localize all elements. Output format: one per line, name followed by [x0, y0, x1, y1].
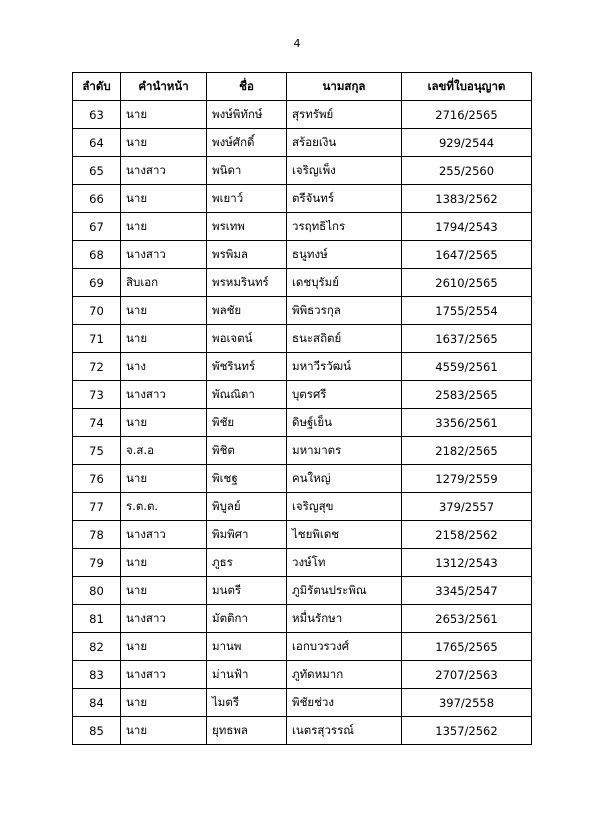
sequence-cell: 85 [73, 717, 121, 745]
license-number-cell: 929/2544 [402, 129, 532, 157]
table-row [73, 185, 532, 213]
last-name-cell: บุตรศรี [287, 381, 402, 409]
table-row [73, 297, 532, 325]
sequence-cell: 84 [73, 689, 121, 717]
sequence-cell: 69 [73, 269, 121, 297]
license-number-cell: 2158/2562 [402, 521, 532, 549]
license-table [72, 72, 532, 745]
table-row [73, 353, 532, 381]
title-cell: นาย [121, 185, 207, 213]
title-cell: นางสาว [121, 381, 207, 409]
last-name-cell: เอกบวรวงศ์ [287, 633, 402, 661]
license-number-cell: 3345/2547 [402, 577, 532, 605]
title-cell: นาย [121, 325, 207, 353]
last-name-cell: วรฤทธิไกร [287, 213, 402, 241]
title-cell: นางสาว [121, 521, 207, 549]
table-row [73, 549, 532, 577]
license-number-cell: 2707/2563 [402, 661, 532, 689]
title-cell: นาย [121, 633, 207, 661]
first-name-cell: พิบูลย์ [207, 493, 287, 521]
title-cell: นางสาว [121, 241, 207, 269]
page-number: 4 [293, 37, 301, 50]
first-name-cell: พเยาว์ [207, 185, 287, 213]
license-number-cell: 1755/2554 [402, 297, 532, 325]
title-cell: นาย [121, 465, 207, 493]
header-last-name: นามสกุล [287, 73, 402, 101]
sequence-cell: 76 [73, 465, 121, 493]
last-name-cell: เดชบุรัมย์ [287, 269, 402, 297]
title-cell: จ.ส.อ [121, 437, 207, 465]
first-name-cell: พรเทพ [207, 213, 287, 241]
table-row [73, 633, 532, 661]
license-number-cell: 1647/2565 [402, 241, 532, 269]
last-name-cell: วงษ์โท [287, 549, 402, 577]
title-cell: นาย [121, 717, 207, 745]
last-name-cell: สร้อยเงิน [287, 129, 402, 157]
license-number-cell: 2610/2565 [402, 269, 532, 297]
first-name-cell: พนิดา [207, 157, 287, 185]
first-name-cell: พงษ์พิทักษ์ [207, 101, 287, 129]
sequence-cell: 72 [73, 353, 121, 381]
first-name-cell: พิชิต [207, 437, 287, 465]
table-row [73, 521, 532, 549]
title-cell: นาย [121, 297, 207, 325]
license-number-cell: 2716/2565 [402, 101, 532, 129]
table-row [73, 577, 532, 605]
last-name-cell: ดิษฐ์เย็น [287, 409, 402, 437]
sequence-cell: 63 [73, 101, 121, 129]
license-number-cell: 2182/2565 [402, 437, 532, 465]
license-number-cell: 1794/2543 [402, 213, 532, 241]
table-row [73, 269, 532, 297]
title-cell: นาย [121, 549, 207, 577]
header-license-number: เลขที่ใบอนุญาต [402, 73, 532, 101]
last-name-cell: สุรทรัพย์ [287, 101, 402, 129]
table-row [73, 717, 532, 745]
last-name-cell: ภูมิรัตนประพิณ [287, 577, 402, 605]
first-name-cell: พรหมรินทร์ [207, 269, 287, 297]
first-name-cell: พิเชฐ [207, 465, 287, 493]
title-cell: นางสาว [121, 661, 207, 689]
table-row [73, 689, 532, 717]
first-name-cell: ม่านฟ้า [207, 661, 287, 689]
sequence-cell: 78 [73, 521, 121, 549]
sequence-cell: 71 [73, 325, 121, 353]
license-number-cell: 3356/2561 [402, 409, 532, 437]
title-cell: ร.ต.ต. [121, 493, 207, 521]
title-cell: นาง [121, 353, 207, 381]
last-name-cell: หมื่นรักษา [287, 605, 402, 633]
title-cell: นางสาว [121, 605, 207, 633]
first-name-cell: พิมพิศา [207, 521, 287, 549]
first-name-cell: พงษ์ศักดิ์ [207, 129, 287, 157]
sequence-cell: 70 [73, 297, 121, 325]
last-name-cell: มหาวีรวัฒน์ [287, 353, 402, 381]
table-row [73, 241, 532, 269]
table-row [73, 409, 532, 437]
first-name-cell: พอเจตน์ [207, 325, 287, 353]
title-cell: นาย [121, 129, 207, 157]
license-number-cell: 1357/2562 [402, 717, 532, 745]
license-number-cell: 2583/2565 [402, 381, 532, 409]
license-number-cell: 4559/2561 [402, 353, 532, 381]
first-name-cell: มนตรี [207, 577, 287, 605]
table-row [73, 437, 532, 465]
first-name-cell: พรพิมล [207, 241, 287, 269]
last-name-cell: พิชัยช่วง [287, 689, 402, 717]
first-name-cell: ภูธร [207, 549, 287, 577]
sequence-cell: 79 [73, 549, 121, 577]
sequence-cell: 73 [73, 381, 121, 409]
last-name-cell: ธนูทงษ์ [287, 241, 402, 269]
title-cell: นาย [121, 689, 207, 717]
table-row [73, 465, 532, 493]
last-name-cell: เนตรสุวรรณ์ [287, 717, 402, 745]
license-number-cell: 1279/2559 [402, 465, 532, 493]
sequence-cell: 67 [73, 213, 121, 241]
table-body [73, 101, 532, 745]
last-name-cell: คนใหญ่ [287, 465, 402, 493]
sequence-cell: 64 [73, 129, 121, 157]
title-cell: นาย [121, 213, 207, 241]
table-row [73, 493, 532, 521]
title-cell: นางสาว [121, 157, 207, 185]
last-name-cell: เจริญสุข [287, 493, 402, 521]
license-number-cell: 1383/2562 [402, 185, 532, 213]
license-number-cell: 1637/2565 [402, 325, 532, 353]
first-name-cell: ยุทธพล [207, 717, 287, 745]
title-cell: นาย [121, 101, 207, 129]
sequence-cell: 83 [73, 661, 121, 689]
table-row [73, 213, 532, 241]
last-name-cell: ตรีจันทร์ [287, 185, 402, 213]
table-row [73, 605, 532, 633]
sequence-cell: 81 [73, 605, 121, 633]
header-title: คำนำหน้า [121, 73, 207, 101]
title-cell: สิบเอก [121, 269, 207, 297]
license-number-cell: 1765/2565 [402, 633, 532, 661]
title-cell: นาย [121, 577, 207, 605]
header-first-name: ชื่อ [207, 73, 287, 101]
license-number-cell: 1312/2543 [402, 549, 532, 577]
table-row [73, 129, 532, 157]
header-sequence: ลำดับ [73, 73, 121, 101]
sequence-cell: 80 [73, 577, 121, 605]
table-row [73, 325, 532, 353]
first-name-cell: พิชัย [207, 409, 287, 437]
first-name-cell: ไมตรี [207, 689, 287, 717]
sequence-cell: 77 [73, 493, 121, 521]
sequence-cell: 82 [73, 633, 121, 661]
table-row [73, 157, 532, 185]
sequence-cell: 74 [73, 409, 121, 437]
sequence-cell: 68 [73, 241, 121, 269]
license-number-cell: 379/2557 [402, 493, 532, 521]
last-name-cell: มหามาตร [287, 437, 402, 465]
sequence-cell: 75 [73, 437, 121, 465]
last-name-cell: ภูทัดหมาก [287, 661, 402, 689]
first-name-cell: พัชรินทร์ [207, 353, 287, 381]
sequence-cell: 66 [73, 185, 121, 213]
first-name-cell: พลชัย [207, 297, 287, 325]
title-cell: นาย [121, 409, 207, 437]
last-name-cell: ธนะสถิตย์ [287, 325, 402, 353]
table-header-row [73, 73, 532, 101]
last-name-cell: พิพิธวรกุล [287, 297, 402, 325]
license-number-cell: 2653/2561 [402, 605, 532, 633]
table-row [73, 381, 532, 409]
last-name-cell: ไชยพิเดช [287, 521, 402, 549]
table-row [73, 101, 532, 129]
last-name-cell: เจริญเพ็ง [287, 157, 402, 185]
sequence-cell: 65 [73, 157, 121, 185]
first-name-cell: พัณณิตา [207, 381, 287, 409]
table-row [73, 661, 532, 689]
license-number-cell: 255/2560 [402, 157, 532, 185]
first-name-cell: มานพ [207, 633, 287, 661]
license-number-cell: 397/2558 [402, 689, 532, 717]
first-name-cell: มัตติกา [207, 605, 287, 633]
